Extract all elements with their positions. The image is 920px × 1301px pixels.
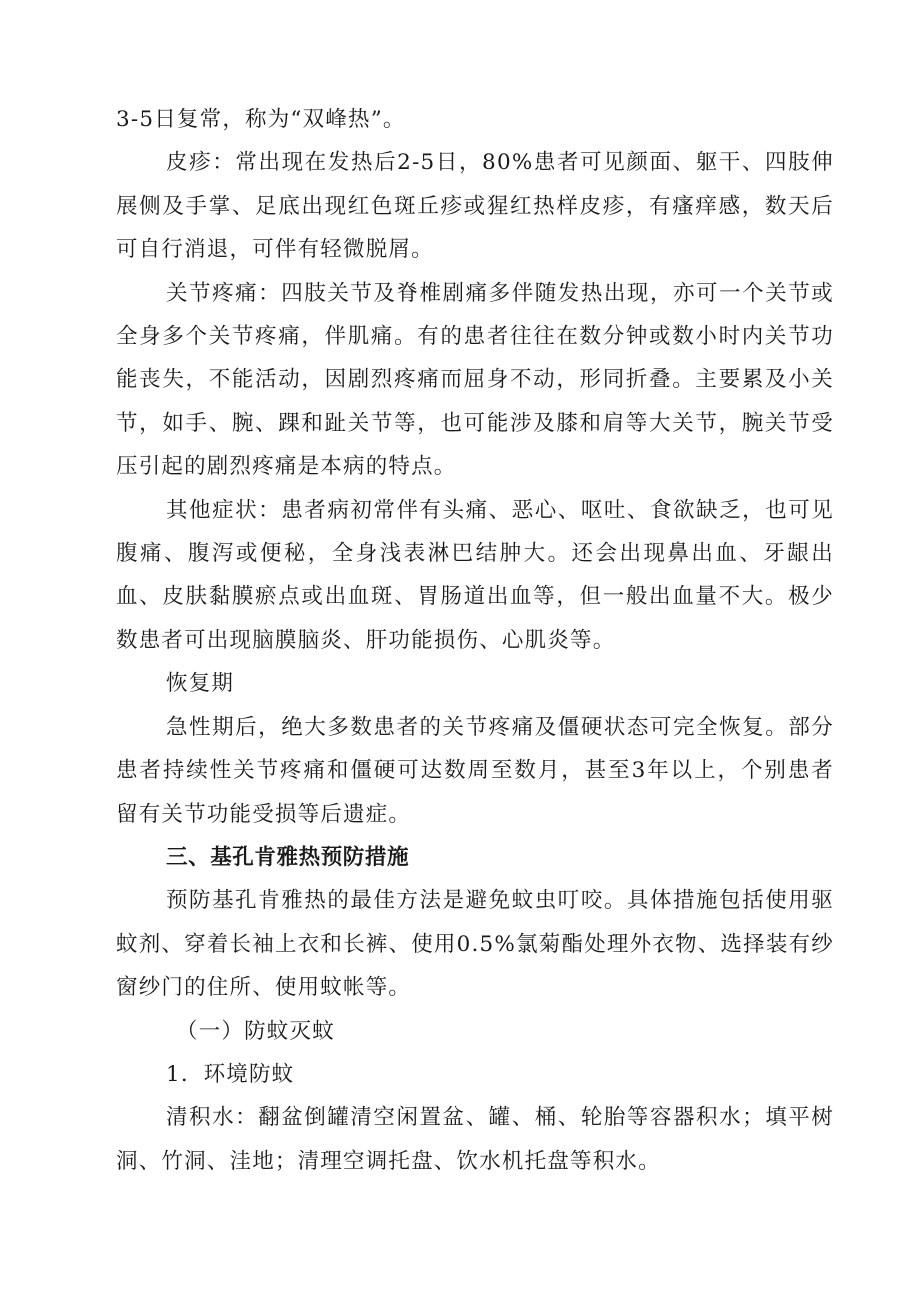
paragraph-other-symptoms: 其他症状：患者病初常伴有头痛、恶心、呕吐、食欲缺乏，也可见腹痛、腹泻或便秘，全身浅表淋巴结肿大。还会出现鼻出血、牙龈出血、皮肤黏膜瘀点或出血斑、胃肠道出血等，但一般出血量不大。极少数患者可出现脑膜脑炎、肝功能损伤、心肌炎等。: [116, 497, 834, 653]
subheading-mosquito-control: （一）防蚊灭蚊: [176, 1018, 335, 1044]
paragraph-clear-water: 清积水：翻盆倒罐清空闲置盆、罐、桶、轮胎等容器积水；填平树洞、竹洞、洼地；清理空调托盘、饮水机托盘等积水。: [116, 1105, 834, 1174]
section-heading-prevention: 三、基孔肯雅热预防措施: [166, 844, 410, 870]
paragraph-recovery-title: 恢复期: [166, 671, 235, 697]
paragraph-rash: 皮疹：常出现在发热后2-5日，80%患者可见颜面、躯干、四肢伸展侧及手掌、足底出现红色斑丘疹或猩红热样皮疹，有瘙痒感，数天后可自行消退，可伴有轻微脱屑。: [116, 150, 834, 263]
paragraph-prevention: 预防基孔肯雅热的最佳方法是避免蚊虫叮咬。具体措施包括使用驱蚊剂、穿着长袖上衣和长裤、使用0.5%氯菊酯处理外衣物、选择装有纱窗纱门的住所、使用蚊帐等。: [116, 888, 834, 1001]
document-body: [116, 98, 834, 1183]
paragraph-recovery: 急性期后，绝大多数患者的关节疼痛及僵硬状态可完全恢复。部分患者持续性关节疼痛和僵硬可达数周至数月，甚至3年以上，个别患者留有关节功能受损等后遗症。: [116, 714, 834, 827]
paragraph-fever-continuation: 3-5日复常，称为“双峰热”。: [116, 107, 406, 132]
paragraph-joint-pain: 关节疼痛：四肢关节及脊椎剧痛多伴随发热出现，亦可一个关节或全身多个关节疼痛，伴肌痛。有的患者往往在数分钟或数小时内关节功能丧失，不能活动，因剧烈疼痛而屈身不动，形同折叠。主要累及小关节，如手、腕、踝和趾关节等，也可能涉及膝和肩等大关节，腕关节受压引起的剧烈疼痛是本病的特点。: [116, 280, 834, 480]
subheading-environment: 1．环境防蚊: [166, 1061, 295, 1087]
